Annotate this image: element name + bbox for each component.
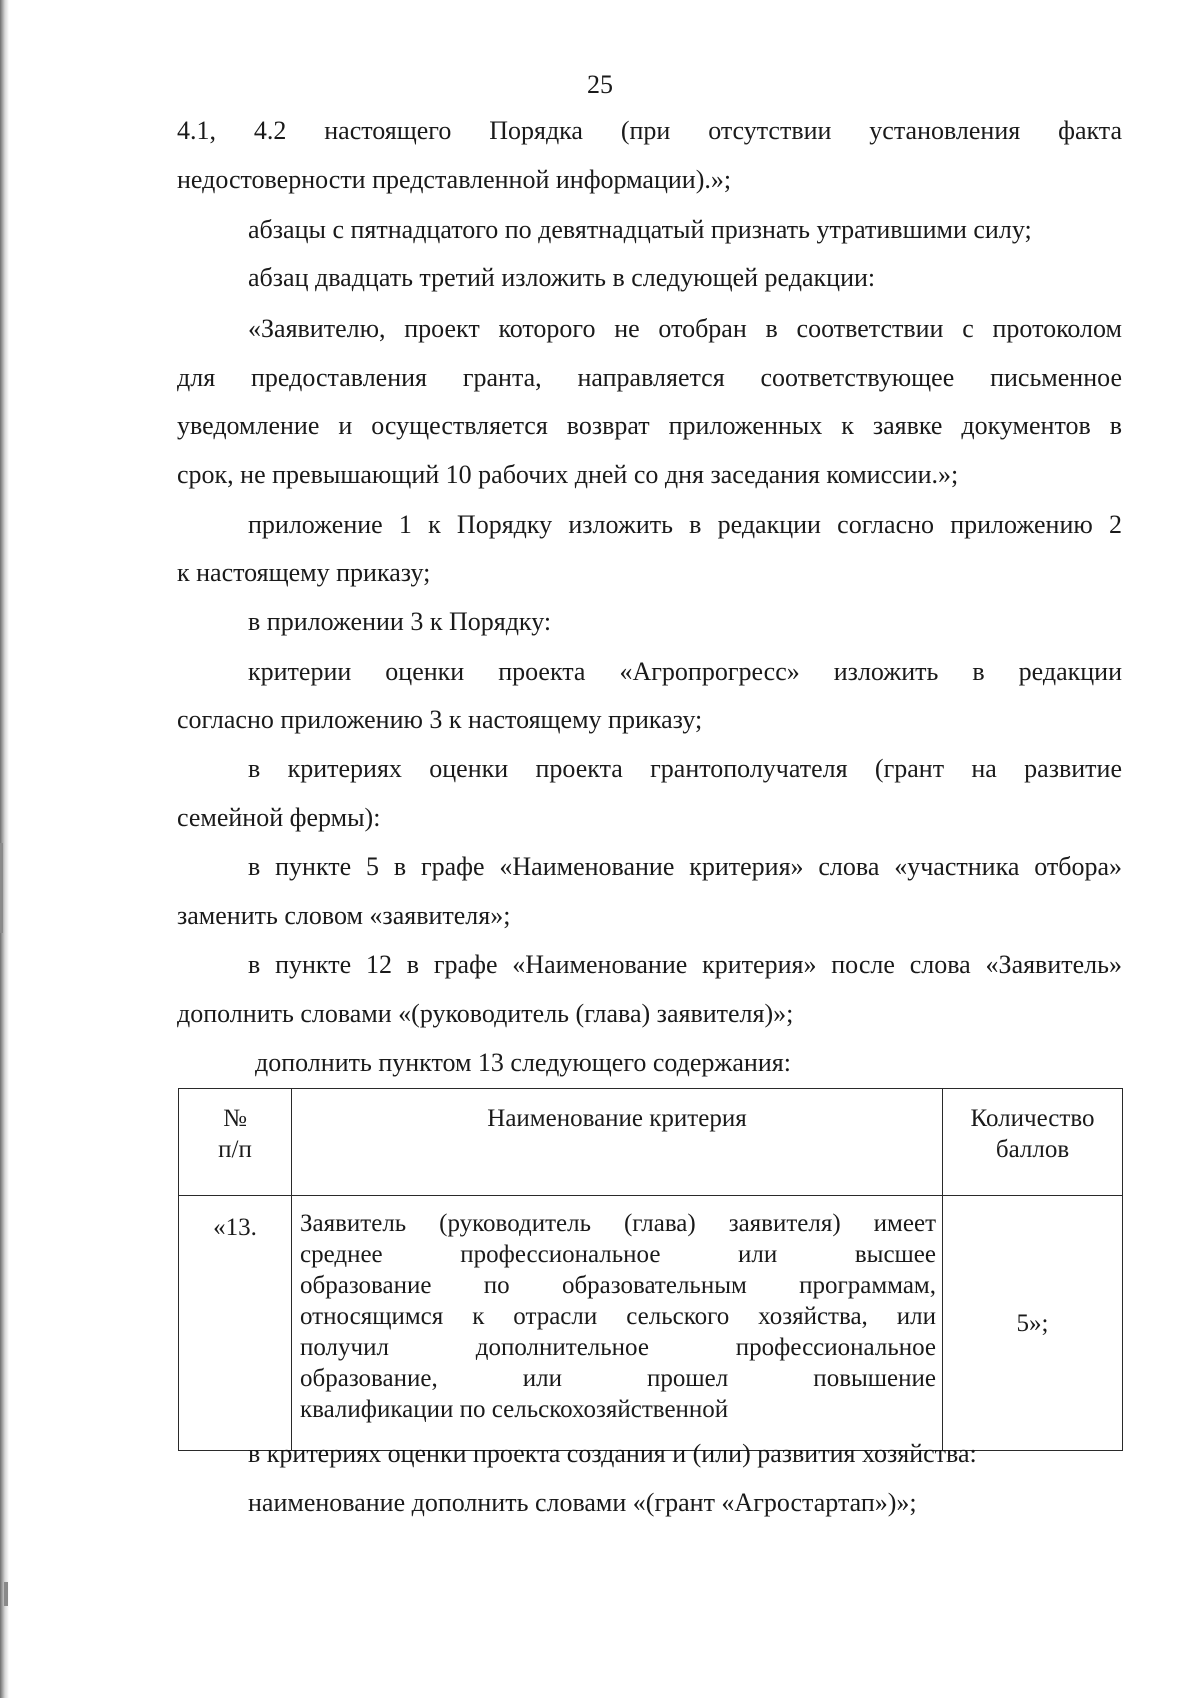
- scan-mark: [0, 843, 3, 933]
- paragraph-line: критерии оценки проекта «Агропрогресс» изложить в редакции: [248, 657, 1122, 686]
- criteria-table: [178, 1088, 1123, 1451]
- table-row: [179, 1196, 1123, 1451]
- paragraph-line: в пункте 5 в графе «Наименование критерия» слова «участника отбора»: [248, 852, 1122, 881]
- page-number: 25: [587, 70, 613, 99]
- table-header-row: [179, 1089, 1123, 1196]
- criterion-line: образование, или прошел повышение: [300, 1365, 936, 1392]
- criterion-line: образование по образовательным программам,: [300, 1272, 936, 1299]
- paragraph-line: 4.1, 4.2 настоящего Порядка (при отсутствии установления факта: [177, 116, 1122, 145]
- criterion-line: квалификации по сельскохозяйственной: [300, 1396, 729, 1423]
- paragraph-line: в пункте 12 в графе «Наименование критерия» после слова «Заявитель»: [248, 950, 1122, 979]
- header-score: [943, 1089, 1123, 1196]
- criterion-line: получил дополнительное профессиональное: [300, 1334, 936, 1361]
- paragraph-line: срок, не превышающий 10 рабочих дней со дня заседания комиссии.»;: [177, 460, 959, 489]
- row-score: 5»;: [943, 1196, 1123, 1451]
- criterion-line: Заявитель (руководитель (глава) заявителя) имеет: [300, 1210, 936, 1237]
- header-criterion-label: Наименование критерия: [487, 1105, 747, 1132]
- header-score-label: Количество баллов: [970, 1105, 1095, 1163]
- paragraph-line: недостоверности представленной информации).»;: [177, 165, 732, 194]
- paragraph-line: в приложении 3 к Порядку:: [248, 607, 552, 636]
- paragraph-line: согласно приложению 3 к настоящему приказу;: [177, 705, 703, 734]
- paragraph-line: приложение 1 к Порядку изложить в редакции согласно приложению 2: [248, 510, 1122, 539]
- paragraph-line: к настоящему приказу;: [177, 558, 431, 587]
- paragraph-line: в критериях оценки проекта грантополучателя (грант на развитие: [248, 754, 1122, 783]
- header-criterion-name: [292, 1089, 943, 1196]
- paragraph-line: в критериях оценки проекта создания и (или) развития хозяйства:: [248, 1439, 977, 1468]
- criterion-line: среднее профессиональное или высшее: [300, 1241, 936, 1268]
- header-number: [179, 1089, 292, 1196]
- paragraph-line: абзацы с пятнадцатого по девятнадцатый признать утратившими силу;: [248, 215, 1032, 244]
- paragraph-line: семейной фермы):: [177, 803, 381, 832]
- paragraph-line: дополнить пунктом 13 следующего содержания:: [255, 1048, 791, 1077]
- header-number-label: № п/п: [218, 1105, 252, 1163]
- paragraph-line: дополнить словами «(руководитель (глава) заявителя)»;: [177, 999, 794, 1028]
- paragraph-line: уведомление и осуществляется возврат приложенных к заявке документов в: [177, 411, 1122, 440]
- row-criterion: [292, 1196, 943, 1451]
- criterion-line: относящимся к отрасли сельского хозяйства, или: [300, 1303, 936, 1330]
- row-number: «13.: [179, 1196, 292, 1451]
- paragraph-line: для предоставления гранта, направляется соответствующее письменное: [177, 363, 1122, 392]
- paragraph-line: наименование дополнить словами «(грант «Агростартап»)»;: [248, 1488, 917, 1517]
- paragraph-line: абзац двадцать третий изложить в следующей редакции:: [248, 263, 876, 292]
- paragraph-line: заменить словом «заявителя»;: [177, 901, 511, 930]
- scan-mark: [4, 1582, 8, 1606]
- paragraph-line: «Заявителю, проект которого не отобран в соответствии с протоколом: [248, 314, 1122, 343]
